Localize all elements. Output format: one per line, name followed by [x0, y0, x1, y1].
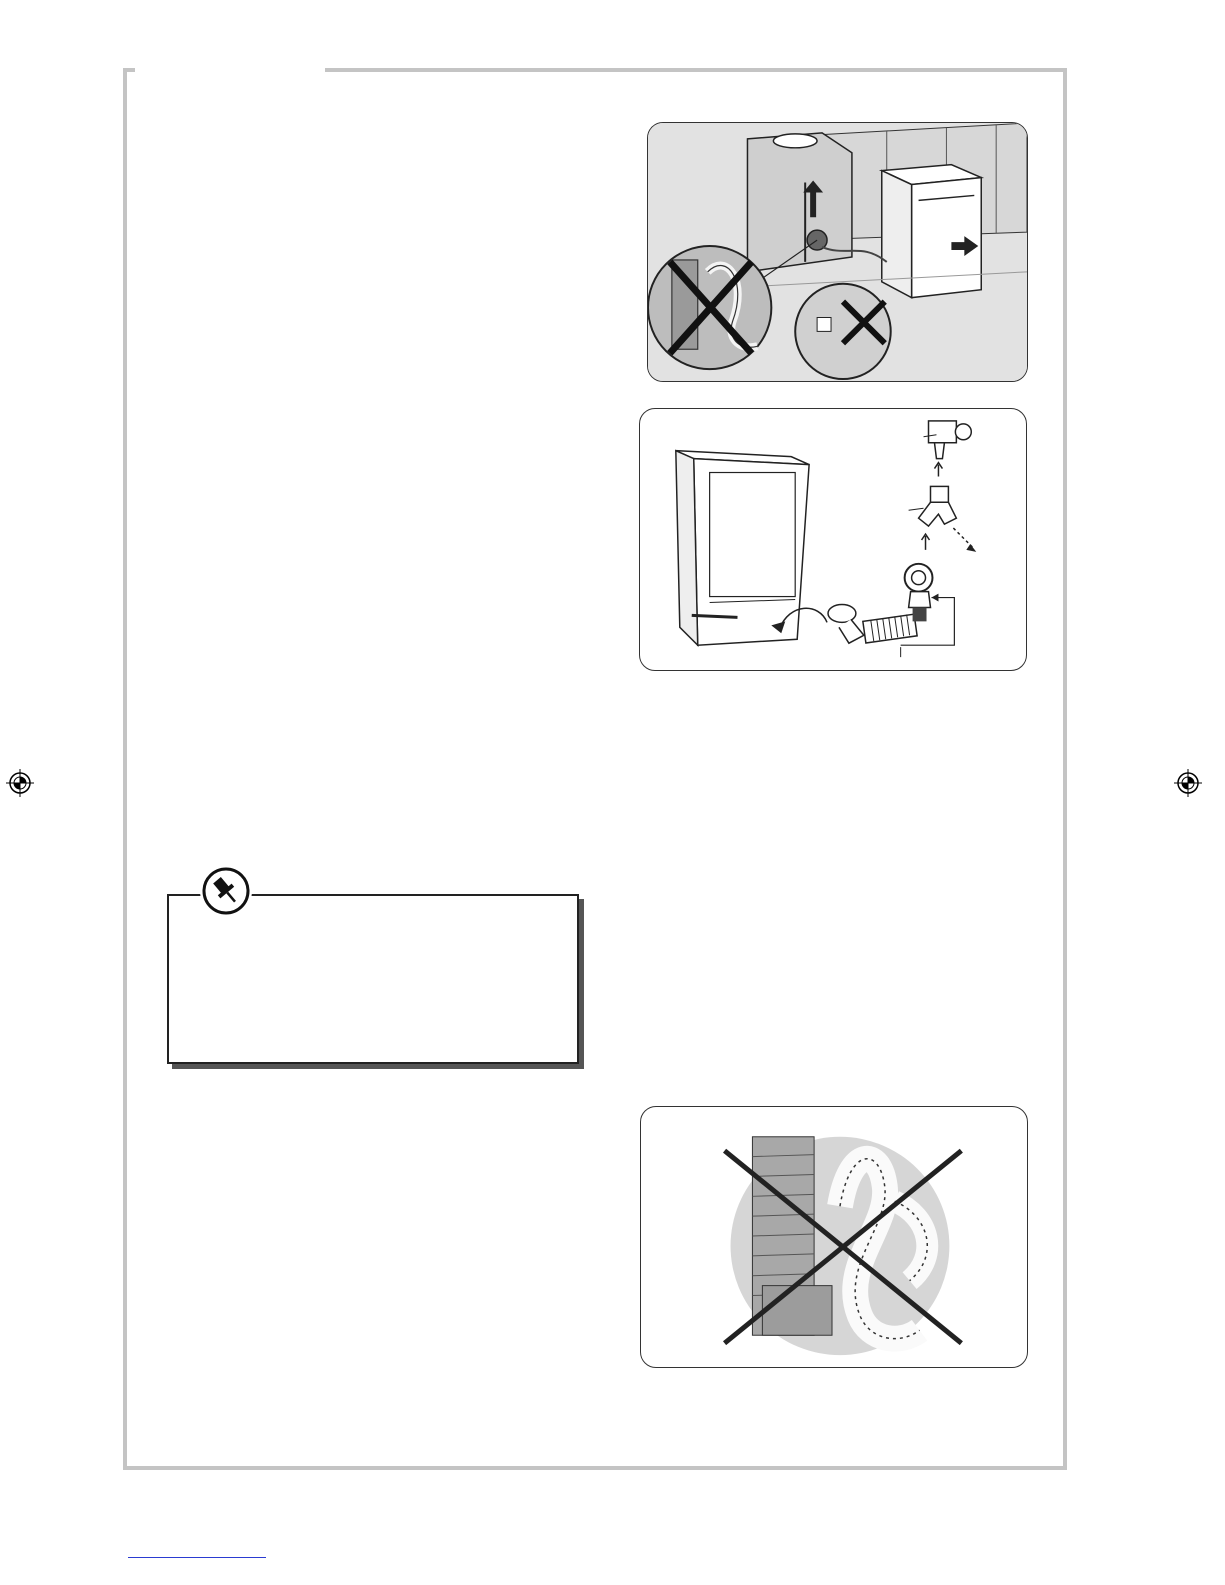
pushpin-icon — [200, 865, 252, 917]
installation-illustration — [647, 122, 1028, 382]
kinked-hose-illustration — [640, 1106, 1028, 1368]
hose-connection-illustration — [639, 408, 1027, 671]
footer-link-underline — [128, 1557, 266, 1558]
frame-gap — [135, 62, 325, 78]
registration-mark-left-icon — [5, 768, 35, 798]
note-box — [167, 894, 579, 1064]
registration-mark-right-icon — [1173, 768, 1203, 798]
